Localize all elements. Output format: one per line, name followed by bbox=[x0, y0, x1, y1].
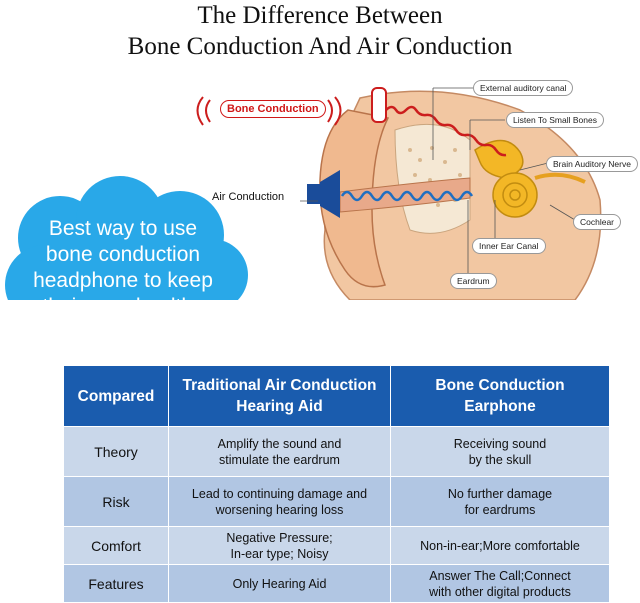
row-label: Features bbox=[64, 565, 169, 603]
header-bone-conduction bbox=[391, 366, 610, 427]
row-label: Risk bbox=[64, 477, 169, 527]
air-cell bbox=[169, 527, 391, 565]
cloud-line-4: their ears healthy bbox=[42, 295, 204, 318]
cloud-message bbox=[8, 216, 238, 320]
eardrum-label: Eardrum bbox=[450, 273, 497, 289]
header-air-line-2: Hearing Aid bbox=[236, 398, 323, 415]
air-conduction-label: Air Conduction bbox=[212, 191, 285, 203]
bone-cell bbox=[391, 565, 610, 603]
title-line-1: The Difference Between bbox=[197, 2, 443, 29]
cell-line: Amplify the sound and bbox=[217, 436, 342, 451]
title-line-2: Bone Conduction And Air Conduction bbox=[127, 33, 513, 60]
cell-line: In-ear type; Noisy bbox=[230, 546, 329, 561]
table-row-comfort bbox=[64, 527, 610, 565]
header-bone-line-1: Bone Conduction bbox=[435, 377, 565, 394]
header-air-line-1: Traditional Air Conduction bbox=[182, 377, 377, 394]
cell-line: by the skull bbox=[468, 452, 532, 467]
table-header-row bbox=[64, 366, 610, 427]
cell-line: Answer The Call;Connect bbox=[429, 568, 571, 583]
listen-small-bones-label: Listen To Small Bones bbox=[506, 112, 604, 128]
header-bone-line-2: Earphone bbox=[464, 398, 536, 415]
cell-line: Only Hearing Aid bbox=[232, 576, 327, 591]
cell-line: with other digital products bbox=[429, 584, 571, 599]
cloud-line-1: Best way to use bbox=[48, 217, 198, 240]
bone-cell bbox=[391, 527, 610, 565]
table-row-theory bbox=[64, 427, 610, 477]
brain-auditory-nerve-label: Brain Auditory Nerve bbox=[546, 156, 638, 172]
cell-line: worsening hearing loss bbox=[215, 502, 344, 517]
external-auditory-canal-label: External auditory canal bbox=[473, 80, 573, 96]
table-row-risk bbox=[64, 477, 610, 527]
cell-line: Non-in-ear;More comfortable bbox=[420, 538, 580, 553]
comparison-table bbox=[63, 365, 610, 603]
cell-line: No further damage bbox=[447, 486, 553, 501]
air-cell bbox=[169, 427, 391, 477]
air-cell bbox=[169, 565, 391, 603]
cell-line: for eardrums bbox=[464, 502, 536, 517]
cochlear-label: Cochlear bbox=[573, 214, 621, 230]
row-label: Comfort bbox=[64, 527, 169, 565]
header-air-conduction bbox=[169, 366, 391, 427]
inner-ear-canal-label: Inner Ear Canal bbox=[472, 238, 546, 254]
table-row-features bbox=[64, 565, 610, 603]
bone-conduction-label: Bone Conduction bbox=[220, 100, 326, 118]
cell-line: stimulate the eardrum bbox=[219, 452, 340, 467]
cloud-line-2: bone conduction bbox=[45, 243, 201, 266]
bone-cell bbox=[391, 477, 610, 527]
row-label: Theory bbox=[64, 427, 169, 477]
cell-line: Receiving sound bbox=[453, 436, 547, 451]
air-cell bbox=[169, 477, 391, 527]
cell-line: Negative Pressure; bbox=[226, 530, 333, 545]
header-compared: Compared bbox=[64, 366, 169, 427]
cell-line: Lead to continuing damage and bbox=[191, 486, 368, 501]
cloud-line-3: headphone to keep bbox=[33, 269, 213, 292]
bone-cell bbox=[391, 427, 610, 477]
